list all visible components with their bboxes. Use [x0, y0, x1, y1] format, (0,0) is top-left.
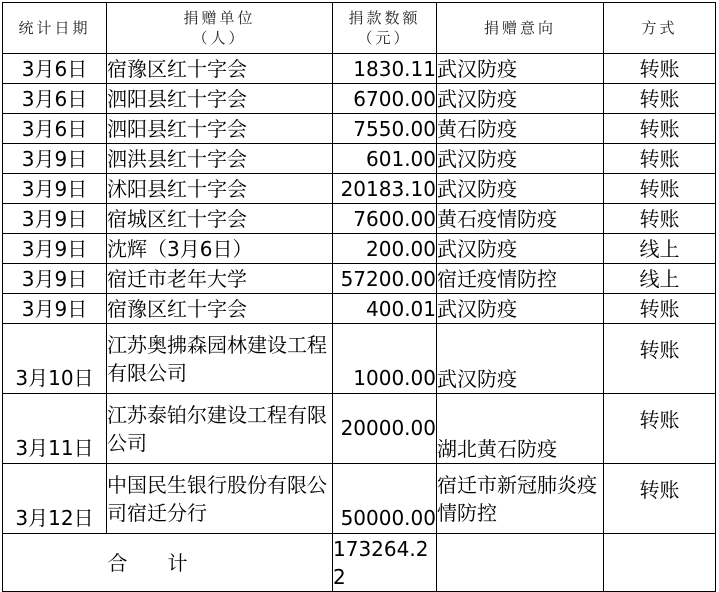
cell-amount: 601.00 [333, 144, 437, 174]
cell-method: 转账 [604, 294, 716, 324]
table-row [3, 54, 716, 84]
cell-date: 3月9日 [3, 144, 107, 174]
cell-date: 3月9日 [3, 294, 107, 324]
cell-unit: 江苏泰铂尔建设工程有限公司 [107, 394, 333, 464]
cell-unit: 江苏奥拂森园林建设工程有限公司 [107, 324, 333, 394]
cell-purpose: 黄石疫情防疫 [437, 204, 604, 234]
header-amount [333, 3, 437, 54]
cell-date: 3月9日 [3, 174, 107, 204]
cell-method: 转账 [604, 394, 716, 464]
cell-unit: 泗洪县红十字会 [107, 144, 333, 174]
cell-purpose: 武汉防疫 [437, 234, 604, 264]
cell-amount: 57200.00 [333, 264, 437, 294]
cell-purpose: 武汉防疫 [437, 84, 604, 114]
cell-amount: 200.00 [333, 234, 437, 264]
cell-amount: 6700.00 [333, 84, 437, 114]
table-row [3, 294, 716, 324]
cell-method: 转账 [604, 114, 716, 144]
total-label: 合计 [3, 534, 333, 592]
cell-date: 3月11日 [3, 394, 107, 464]
table-row [3, 114, 716, 144]
cell-purpose: 武汉防疫 [437, 324, 604, 394]
cell-date: 3月10日 [3, 324, 107, 394]
total-amount: 173264.22 [333, 534, 437, 592]
cell-amount: 7600.00 [333, 204, 437, 234]
header-unit [107, 3, 333, 54]
cell-date: 3月6日 [3, 54, 107, 84]
cell-unit: 中国民生银行股份有限公司宿迁分行 [107, 464, 333, 534]
table-row [3, 174, 716, 204]
cell-date: 3月12日 [3, 464, 107, 534]
cell-date: 3月9日 [3, 204, 107, 234]
cell-purpose: 宿迁市新冠肺炎疫情防控 [437, 464, 604, 534]
header-method: 方式 [604, 3, 716, 54]
header-purpose: 捐赠意向 [437, 3, 604, 54]
cell-purpose: 宿迁疫情防控 [437, 264, 604, 294]
table-row [3, 464, 716, 534]
header-unit-line1: 捐赠单位 [183, 9, 256, 27]
header-row [3, 3, 716, 54]
cell-date: 3月6日 [3, 84, 107, 114]
cell-amount: 1830.11 [333, 54, 437, 84]
cell-unit: 泗阳县红十字会 [107, 84, 333, 114]
cell-method: 转账 [604, 464, 716, 534]
cell-purpose: 武汉防疫 [437, 144, 604, 174]
cell-date: 3月9日 [3, 234, 107, 264]
cell-amount: 50000.00 [333, 464, 437, 534]
header-amount-line2: （元） [357, 29, 412, 47]
header-amount-line1: 捐款数额 [348, 9, 421, 27]
cell-amount: 20000.00 [333, 394, 437, 464]
total-method-empty [604, 534, 716, 592]
cell-unit: 宿迁市老年大学 [107, 264, 333, 294]
table-row [3, 84, 716, 114]
table-row [3, 324, 716, 394]
total-purpose-empty [437, 534, 604, 592]
cell-method: 转账 [604, 174, 716, 204]
table-row [3, 394, 716, 464]
cell-purpose: 武汉防疫 [437, 174, 604, 204]
header-date: 统计日期 [3, 3, 107, 54]
cell-unit: 宿豫区红十字会 [107, 294, 333, 324]
cell-purpose: 黄石防疫 [437, 114, 604, 144]
table-row [3, 264, 716, 294]
header-unit-line2: （人） [192, 29, 247, 47]
cell-amount: 7550.00 [333, 114, 437, 144]
cell-purpose: 湖北黄石防疫 [437, 394, 604, 464]
table-row [3, 144, 716, 174]
cell-amount: 400.01 [333, 294, 437, 324]
cell-unit: 宿城区红十字会 [107, 204, 333, 234]
cell-method: 转账 [604, 144, 716, 174]
cell-purpose: 武汉防疫 [437, 294, 604, 324]
cell-date: 3月6日 [3, 114, 107, 144]
cell-method: 线上 [604, 264, 716, 294]
cell-unit: 泗阳县红十字会 [107, 114, 333, 144]
cell-method: 线上 [604, 234, 716, 264]
cell-amount: 1000.00 [333, 324, 437, 394]
cell-unit: 沭阳县红十字会 [107, 174, 333, 204]
cell-amount: 20183.10 [333, 174, 437, 204]
cell-date: 3月9日 [3, 264, 107, 294]
table-row [3, 204, 716, 234]
cell-purpose: 武汉防疫 [437, 54, 604, 84]
cell-method: 转账 [604, 204, 716, 234]
cell-unit: 宿豫区红十字会 [107, 54, 333, 84]
donation-table [2, 2, 716, 592]
cell-unit: 沈辉（3月6日） [107, 234, 333, 264]
cell-method: 转账 [604, 54, 716, 84]
total-row [3, 534, 716, 592]
table-row [3, 234, 716, 264]
cell-method: 转账 [604, 84, 716, 114]
cell-method: 转账 [604, 324, 716, 394]
